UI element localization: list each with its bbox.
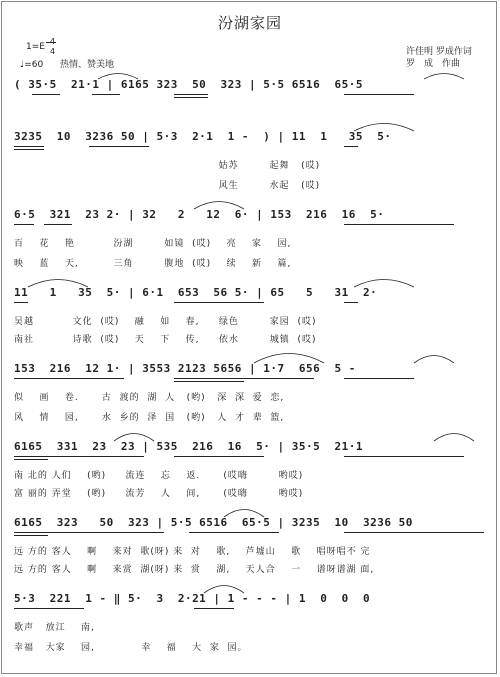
notation-row (14, 362, 488, 384)
notation-row (14, 516, 488, 538)
numbered-notes: 3235 10 3236 50 | 5·3 2·1 1 - ) | 11 1 35 5· (14, 130, 392, 143)
notation-row (14, 286, 488, 308)
song-title: 汾湖家园 (217, 14, 282, 32)
beam (14, 459, 48, 460)
slur (114, 432, 154, 442)
beam (344, 302, 358, 303)
beam (14, 149, 44, 150)
lyric-line: 吴越 文化 (哎) 融 如 春, 绿色 家园 (哎) (14, 317, 317, 327)
tempo-marking: ♩=60 (20, 60, 44, 70)
slur (254, 352, 324, 364)
lyric-line: 远 方的 客人 啊 来对 歌(呀) 来 对 歌, 芦墟山 歌 唱呀唱不 完 (14, 547, 371, 557)
lyric-line: 富 丽的 弄堂 (哟) 流芳 人 间, (哎嗨 哟哎) (14, 489, 304, 499)
beam (344, 224, 454, 225)
lyric-line: 南社 诗歌 (哎) 天 下 传, 依水 城镇 (哎) (14, 335, 317, 345)
lyric-line: 百 花 艳 汾湖 如镜 (哎) 亮 家 园, (14, 239, 292, 249)
beam (44, 224, 72, 225)
time-signature-bottom: 4 (50, 47, 56, 56)
lyric-line: 幸福 大家 园, 幸 福 大 家 园。 (14, 643, 248, 653)
slur (98, 72, 138, 80)
notation-row (14, 440, 488, 462)
beam (14, 456, 144, 457)
beam (344, 94, 414, 95)
lyric-line: 映 蓝 天, 三角 腹地 (哎) 续 新 篇, (14, 259, 292, 269)
beam (14, 224, 34, 225)
slur (414, 354, 454, 364)
numbered-notes: 6165 331 23 23 | 535 216 16 5· | 35·5 21·1 (14, 440, 364, 453)
numbered-notes: 11 1 35 5· | 6·1 653 56 5· | 65 5 31 2· (14, 286, 378, 299)
beam (32, 94, 60, 95)
beam (174, 381, 244, 382)
slur (354, 122, 414, 132)
numbered-notes: ( 35·5 21·1 | 6165 323 50 323 | 5·5 6516 65·5 (14, 78, 364, 91)
slur (354, 278, 414, 288)
beam (14, 535, 48, 536)
slur (434, 432, 474, 442)
lyric-line: 南 北的 人们 (哟) 流连 忘 返. (哎嗨 哟哎) (14, 471, 304, 481)
notation-row (14, 592, 488, 614)
beam (189, 532, 279, 533)
beam (174, 302, 264, 303)
beam (174, 94, 208, 95)
beam (14, 608, 84, 609)
beam (14, 378, 124, 379)
expression-marking: 热情、赞美地 (60, 60, 115, 70)
beam (344, 146, 358, 147)
beam (344, 532, 484, 533)
composer-credit: 罗 成 作曲 (406, 59, 461, 69)
slur (194, 200, 244, 210)
beam (174, 378, 314, 379)
beam (92, 94, 120, 95)
numbered-notes: 5·3 221 1 - ‖ 5· 3 2·21 | 1 - - - | 1 0 0 0 (14, 592, 371, 605)
slur (224, 508, 264, 518)
notation-row (14, 130, 488, 152)
notation-row (14, 78, 488, 100)
key-signature: 1=E (26, 42, 45, 52)
beam (14, 146, 44, 147)
numbered-notes: 6·5 321 23 2· | 32 2 12 6· | 153 216 16 5· (14, 208, 385, 221)
beam (174, 97, 208, 98)
slur (204, 584, 244, 594)
numbered-notes: 6165 323 50 323 | 5·5 6516 65·5 | 3235 10 3236 50 (14, 516, 413, 529)
lyric-line: 歌声 放江 南, (14, 623, 95, 633)
lyric-line: 风生 水起 (哎) (14, 181, 321, 191)
lyric-line: 远 方的 客人 啊 来赏 湖(呀) 来 赏 湖, 天人合 一 谱呀谱湖 面, (14, 565, 375, 575)
lyric-line: 似 画 卷. 古 渡的 湖 人 (哟) 深 深 爱 恋, (14, 393, 285, 403)
numbered-notes: 153 216 12 1· | 3553 2123 5656 | 1·7 656 5 - (14, 362, 356, 375)
lyric-line: 风 情 园, 水 乡的 泽 国 (哟) 人 才 辈 篮, (14, 413, 285, 423)
beam (89, 146, 149, 147)
beam (344, 378, 414, 379)
notation-row (14, 208, 488, 230)
slur (28, 278, 88, 288)
beam (14, 532, 164, 533)
lyric-line: 姑苏 起舞 (哎) (14, 161, 321, 171)
beam (14, 302, 28, 303)
time-signature-line (46, 42, 56, 43)
lyricist-credit: 许佳明 罗成作词 (406, 47, 472, 57)
beam (174, 456, 264, 457)
beam (344, 456, 464, 457)
slur (424, 72, 464, 80)
beam (194, 608, 234, 609)
